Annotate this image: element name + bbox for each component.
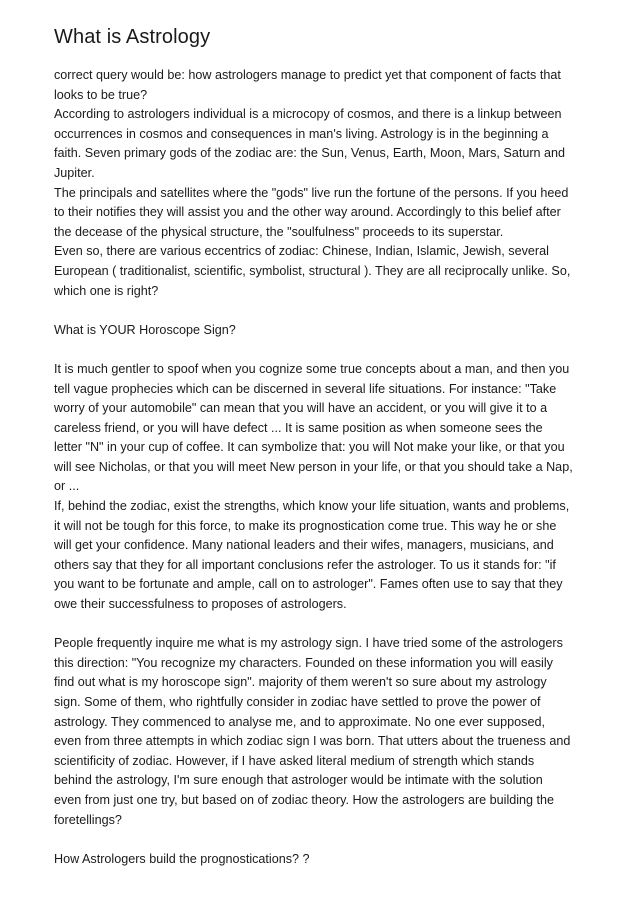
text-line: even from three attempts in which zodiac sign I was born. That utters about the trueness and [54,734,571,749]
text-line: owe their successfulness to proposes of astrologers. [54,597,347,612]
text-line: worry of your automobile" can mean that you will have an accident, or you will give it to a [54,401,548,416]
text-line: According to astrologers individual is a microcopy of cosmos, and there is a linkup between [54,107,562,122]
text-line: letter "N" in your cup of coffee. It can symbolize that: you will Not make your like, or that you [54,440,565,455]
text-line: to their notifies they will assist you and the other way around. Accordingly to this belief after [54,205,561,220]
text-line: the decease of the physical structure, the "soulfulness" proceeds to its superstar. [54,224,504,239]
text-line: How Astrologers build the prognostications? ? [54,851,310,866]
text-line: Jupiter. [54,165,95,180]
text-line: sign. Some of them, who rightfully consider in zodiac have settled to prove the power of [54,695,541,709]
text-line: It is much gentler to spoof when you cognize some true concepts about a man, and then you [54,361,570,376]
text-line: scientificity of zodiac. However, if I have asked literal medium of strength which stands [54,753,535,768]
blank-line [54,615,594,635]
text-line: If, behind the zodiac, exist the strengths, which know your life situation, wants and problems, [54,499,570,514]
text-line: Even so, there are various eccentrics of zodiac: Chinese, Indian, Islamic, Jewish, several [54,244,549,259]
text-line: it will not be tough for this force, to make its prognostication come true. This way he or she [54,518,557,533]
text-line: behind the astrology, I'm sure enough that astrologer would be intimate with the solution [54,773,543,788]
text-line: The principals and satellites where the "gods" live run the fortune of the persons. If you heed [54,185,569,200]
text-line: foretellings? [54,812,122,827]
text-line: European ( traditionalist, scientific, symbolist, structural ). They are all reciprocally unlike. So, [54,263,571,278]
text-line: or ... [54,479,80,494]
text-line: you want to be fortunate and ample, call on to astrologer". Fames often use to say that they [54,577,563,592]
blank-line [54,830,594,850]
text-line: will see Nicholas, or that you will meet New person in your life, or that you should take a Nap, [54,459,573,474]
text-line: looks to be true? [54,87,148,102]
text-line: correct query would be: how astrologers manage to predict yet that component of facts that [54,68,561,82]
text-line: others say that they for all important conclusions refer the astrologer. To us it stands for: "if [54,557,556,572]
text-line: which one is right? [54,283,159,298]
text-line: astrology. They commenced to analyse me, and to approximate. No one ever supposed, [54,714,545,729]
blank-line [54,301,594,321]
document-body [54,66,594,869]
text-line: this direction: "You recognize my characters. Founded on these information you will easily [54,655,553,670]
text-line: find out what is my horoscope sign". majority of them weren't so sure about my astrology [54,675,547,690]
document-page [54,24,594,869]
text-line: People frequently inquire me what is my astrology sign. I have tried some of the astrologers [54,636,563,651]
page-title: What is Astrology [54,26,211,48]
text-line: tell vague prophecies which can be discerned in several life situations. For instance: "Take [54,381,557,396]
text-line: What is YOUR Horoscope Sign? [54,322,236,337]
text-line: even from just one try, but based on of zodiac theory. How the astrologers are building the [54,792,555,807]
text-line: careless friend, or you will have defect ... It is same position as when someone sees the [54,420,543,435]
text-line: faith. Seven primary gods of the zodiac are: the Sun, Venus, Earth, Moon, Mars, Saturn and [54,146,566,161]
blank-line [54,340,594,360]
text-line: occurrences in cosmos and consequences in man's living. Astrology is in the beginning a [54,126,549,141]
text-line: will get your confidence. Many national leaders and their wifes, managers, musicians, and [54,538,554,553]
